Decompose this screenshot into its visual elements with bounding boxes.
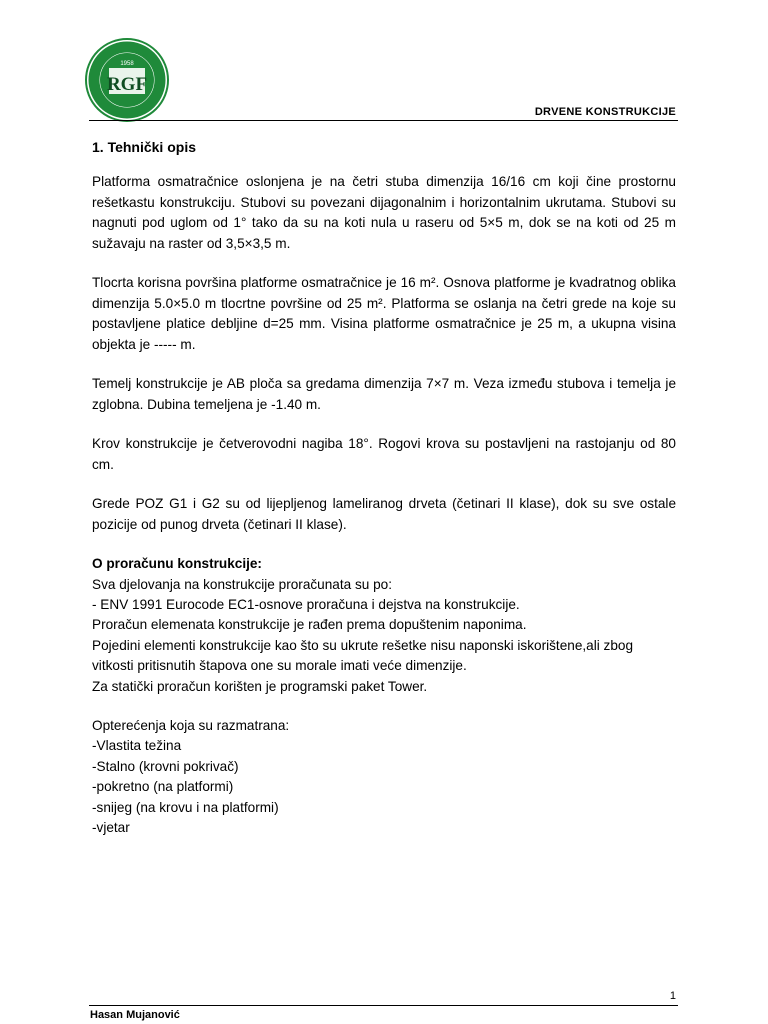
- logo-letters: RGF: [106, 74, 148, 95]
- text-line: Proračun elemenata konstrukcije je rađen prema dopuštenim naponima.: [92, 617, 527, 633]
- load-item: -snijeg (na krovu i na platformi): [92, 799, 279, 815]
- loads-intro: Opterećenja koja su razmatrana:: [92, 717, 290, 733]
- paragraph: Platforma osmatračnice oslonjena je na četri stuba dimenzija 16/16 cm koji čine prostornu rešetkastu konstrukciju. Stubovi su povezani dijagonalnim i horizontalnim ukrutama. Stubovi su nagnuti pod uglom od 1° tako da su na koti nula u raseru od 5×5 m, dok se na koti od 25 m sužavaju na raster od 3,5×3,5 m.: [92, 174, 676, 251]
- page-number: 1: [669, 990, 676, 1002]
- text-line: Za statički proračun korišten je programski paket Tower.: [92, 678, 428, 694]
- load-item: -Vlastita težina: [92, 738, 182, 754]
- paragraph: Grede POZ G1 i G2 su od lijepljenog lameliranog drveta (četinari II klase), dok su sve ostale pozicije od punog drveta (četinari II klase).: [92, 496, 676, 532]
- document-body: [92, 137, 676, 838]
- text-line: - ENV 1991 Eurocode EC1-osnove proračuna i dejstva na konstrukcije.: [92, 596, 520, 612]
- faculty-logo: [85, 38, 169, 122]
- document-title: DRVENE KONSTRUKCIJE: [534, 106, 676, 118]
- paragraph: Tlocrta korisna površina platforme osmatračnice je 16 m². Osnova platforme je kvadratnog oblika dimenzija 5.0×5.0 m tlocrtne površine od 25 m². Platforma se oslanja na četri grede na koje su postavljene platice debljine d=25 mm. Visina platforme osmatračnice je 25 m, a ukupna visina objekta je ----- m.: [92, 275, 676, 352]
- paragraph: Krov konstrukcije je četverovodni nagiba 18°. Rogovi krova su postavljeni na rastojanju od 80 cm.: [92, 436, 676, 472]
- header-divider: [89, 120, 678, 121]
- section-heading-calculation: O proračunu konstrukcije:: [92, 556, 262, 571]
- paragraph: Temelj konstrukcije je AB ploča sa gredama dimenzija 7×7 m. Veza između stubova i temelja je zglobna. Dubina temeljena je -1.40 m.: [92, 376, 676, 412]
- section-heading-technical: 1. Tehnički opis: [92, 139, 196, 155]
- load-item: -Stalno (krovni pokrivač): [92, 758, 239, 774]
- logo-year: 1958: [120, 61, 134, 67]
- author-name: Hasan Mujanović: [90, 1009, 180, 1021]
- footer-divider: [89, 1005, 678, 1006]
- text-line: Pojedini elementi konstrukcije kao što su ukrute rešetke nisu naponski iskorištene,ali zbog vitkosti pritisnutih štapova one su morale imati veće dimenzije.: [92, 637, 634, 674]
- load-item: -pokretno (na platformi): [92, 779, 234, 795]
- text-line: Sva djelovanja na konstrukcije proračunata su po:: [92, 576, 392, 592]
- load-item: -vjetar: [92, 819, 130, 835]
